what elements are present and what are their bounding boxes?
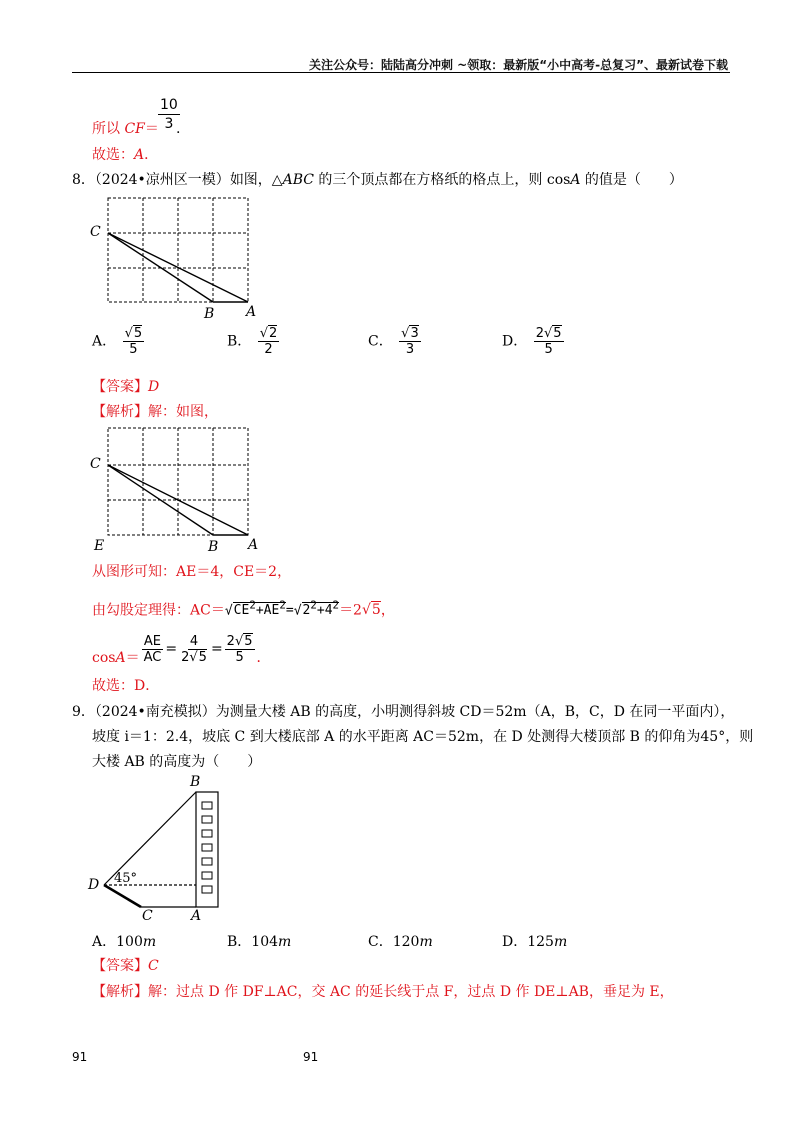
q9-option-d-value: 125	[527, 934, 554, 950]
q9-option-a[interactable]	[92, 931, 156, 951]
q9-stem-line2: 坡度 i＝1：2.4，坡底 C 到大楼底部 A 的水平距离 AC＝52m，在 D 处测得大楼顶部 B 的仰角为45°，则	[92, 729, 754, 745]
q8-line3-f3-num-coef: 2	[226, 633, 235, 649]
page-number-center: 91	[303, 1050, 319, 1064]
q8-analysis-line1: 从图形可知：AE＝4，CE＝2，	[92, 564, 292, 580]
q8-line2-end: ，	[380, 602, 395, 619]
q8-line3-f1-num: AE	[143, 633, 162, 649]
q8-sol-label-a: A	[248, 537, 259, 553]
q8-stem-A: A	[570, 172, 581, 188]
q9-option-b-letter: B．	[227, 934, 252, 950]
prev-select-answer: A	[134, 147, 145, 163]
q9-answer-line	[92, 957, 159, 975]
q9-analysis-text: 解：过点 D 作 DF⊥AC，交 AC 的延长线于点 F，过点 D 作 DE⊥AB，垂足为 E，	[148, 984, 674, 1000]
q8-line2-result-rad: 5	[371, 602, 381, 619]
q8-sol-label-c: C	[90, 456, 101, 472]
page-number-left: 91	[72, 1050, 88, 1064]
q8-line3-f3-num-rad: 5	[244, 633, 253, 649]
q9-fig-label-c: C	[142, 908, 153, 922]
cf-eq: ＝	[144, 121, 159, 137]
q8-line3-f3-den: 5	[235, 649, 244, 665]
q8-line3-f1-den: AC	[143, 649, 162, 665]
q8-option-a-letter: A．	[92, 333, 117, 350]
q9-fig-label-b: B	[190, 774, 201, 790]
q8-option-d-coef: 2	[535, 326, 544, 341]
q8-line2-ce: CE	[233, 603, 250, 619]
q8-answer-value: D	[148, 379, 160, 395]
q9-building-figure	[86, 772, 246, 922]
q8-analysis-intro	[92, 403, 218, 421]
q9-line1-text: （2024•南充模拟）为测量大楼 AB 的高度，小明测得斜坡 CD＝52m（A，B，C，D 在同一平面内），	[94, 704, 735, 720]
q8-analysis-tag: 【解析】	[92, 404, 148, 420]
q8-option-d[interactable]: D． $\frac{2√5}{5}$	[502, 326, 562, 357]
q8-option-c-rad: 3	[410, 326, 419, 341]
cf-numerator: 10	[160, 97, 178, 113]
q8-line2-sup1: 2	[249, 599, 256, 612]
cf-var: CF	[124, 121, 145, 137]
q8-analysis-line2: 由勾股定理得：$AC=√CE^2+AE^2=√2^2+4^2=2√5$，	[92, 599, 395, 619]
q8-line3-f2-num: 4	[189, 633, 199, 649]
q8-fig-label-b: B	[204, 306, 215, 320]
q8-analysis-text: 解：如图，	[148, 404, 218, 420]
q8-answer-line	[92, 378, 159, 396]
q8-line3-f2-den-rad: 5	[198, 649, 207, 665]
cf-result-line	[92, 120, 159, 138]
q9-fig-angle: 45°	[114, 871, 138, 886]
q8-option-c-letter: C．	[368, 333, 393, 350]
prev-select-label: 故选：	[92, 147, 134, 163]
q8-stem	[72, 171, 683, 189]
q8-option-d-rad: 5	[553, 326, 562, 341]
q9-analysis-line	[92, 983, 674, 1001]
q8-line3-end: ．	[256, 650, 271, 666]
q8-line2-four: +4	[316, 603, 333, 619]
q9-option-b-unit: m	[278, 934, 292, 950]
q8-option-b-letter: B．	[227, 333, 252, 350]
q8-line2-sup4: 2	[332, 599, 340, 612]
q8-grid-figure	[86, 190, 266, 320]
q8-line2-prefix: 由勾股定理得：AC＝	[92, 602, 225, 619]
q9-fig-label-a: A	[191, 908, 202, 922]
q9-option-b[interactable]	[227, 931, 291, 951]
q8-answer-tag: 【答案】	[92, 379, 148, 395]
page-header-text: 关注公众号：陆陆高分冲刺 ~领取：最新版“小中高考-总复习”、最新试卷下载	[309, 58, 728, 72]
q9-option-d-unit: m	[553, 934, 568, 950]
q9-option-a-unit: m	[142, 934, 157, 950]
q9-option-c-letter: C．	[368, 934, 393, 950]
q9-option-c[interactable]	[368, 931, 433, 951]
q9-option-d[interactable]	[502, 931, 567, 951]
q8-line2-result: ＝2	[339, 602, 362, 619]
q8-line3-cos: cos	[92, 650, 116, 666]
q9-option-a-letter: A．	[92, 934, 117, 950]
prev-select-dot: ．	[144, 147, 159, 163]
q8-stem-a: 如图，△	[229, 172, 283, 188]
cf-dot: .	[176, 121, 181, 137]
q8-stem-c: 的值是（ ）	[580, 172, 683, 188]
q8-option-d-letter: D．	[502, 333, 528, 350]
q8-stem-abc: ABC	[282, 172, 314, 188]
q8-line3-f2-den-coef: 2	[181, 649, 190, 665]
q8-option-a[interactable]: A． $\frac{√5}{5}$	[92, 326, 143, 357]
cf-prefix: 所以	[92, 121, 125, 137]
q8-fig-label-a: A	[246, 304, 257, 320]
q8-number: 8．	[72, 172, 95, 188]
header-rule	[72, 72, 730, 73]
q8-line2-sup2: 2	[279, 599, 286, 612]
q8-line3-eq: ＝	[125, 650, 140, 666]
q9-option-a-value: 100	[116, 934, 143, 950]
q9-option-d-letter: D．	[502, 934, 528, 950]
q8-fig-label-c: C	[90, 224, 101, 240]
q8-option-d-den: 5	[544, 342, 553, 357]
q9-option-c-value: 120	[392, 934, 420, 950]
q8-sol-label-e: E	[94, 538, 105, 554]
q8-option-a-den: 5	[129, 342, 138, 357]
q9-number: 9．	[72, 704, 95, 720]
q9-fig-label-d: D	[88, 877, 100, 893]
q9-analysis-tag: 【解析】	[92, 984, 148, 1000]
q8-option-b-rad: 2	[269, 326, 278, 341]
q8-option-b-den: 2	[264, 342, 273, 357]
q8-option-b[interactable]: B． $\frac{√2}{2}$	[227, 326, 278, 357]
q8-option-c[interactable]: C． $\frac{√3}{3}$	[368, 326, 419, 357]
q8-line2-sup3: 2	[310, 599, 317, 612]
q9-stem-line3: 大楼 AB 的高度为（ ）	[92, 754, 262, 770]
q9-answer-tag: 【答案】	[92, 958, 148, 974]
q8-option-a-rad: 5	[133, 326, 143, 341]
q8-line2-eq: =	[285, 603, 294, 619]
q8-select-line: 故选：D．	[92, 678, 160, 694]
q8-option-c-den: 3	[405, 342, 415, 357]
cf-denominator: 3	[164, 116, 174, 132]
q9-stem-line1	[72, 703, 734, 721]
q8-solution-figure	[86, 420, 266, 555]
q8-line2-two: 2	[302, 603, 311, 619]
q8-analysis-line3: cosA＝ $\frac{AE}{AC}$ = $\frac{4}{2√5}$ = $\frac{2√5}{5}$ ．	[92, 633, 271, 666]
q9-option-c-unit: m	[419, 934, 433, 950]
q8-sol-label-b: B	[208, 539, 219, 555]
q8-line3-a: A	[115, 650, 126, 666]
q8-stem-b: 的三个顶点都在方格纸的格点上，则 cos	[313, 172, 571, 188]
q9-option-b-value: 104	[251, 934, 279, 950]
prev-select-line	[92, 146, 158, 164]
q9-answer-value: C	[148, 958, 159, 974]
q8-source: （2024•凉州区一模）	[94, 172, 230, 188]
q8-line2-ae: +AE	[255, 603, 280, 619]
